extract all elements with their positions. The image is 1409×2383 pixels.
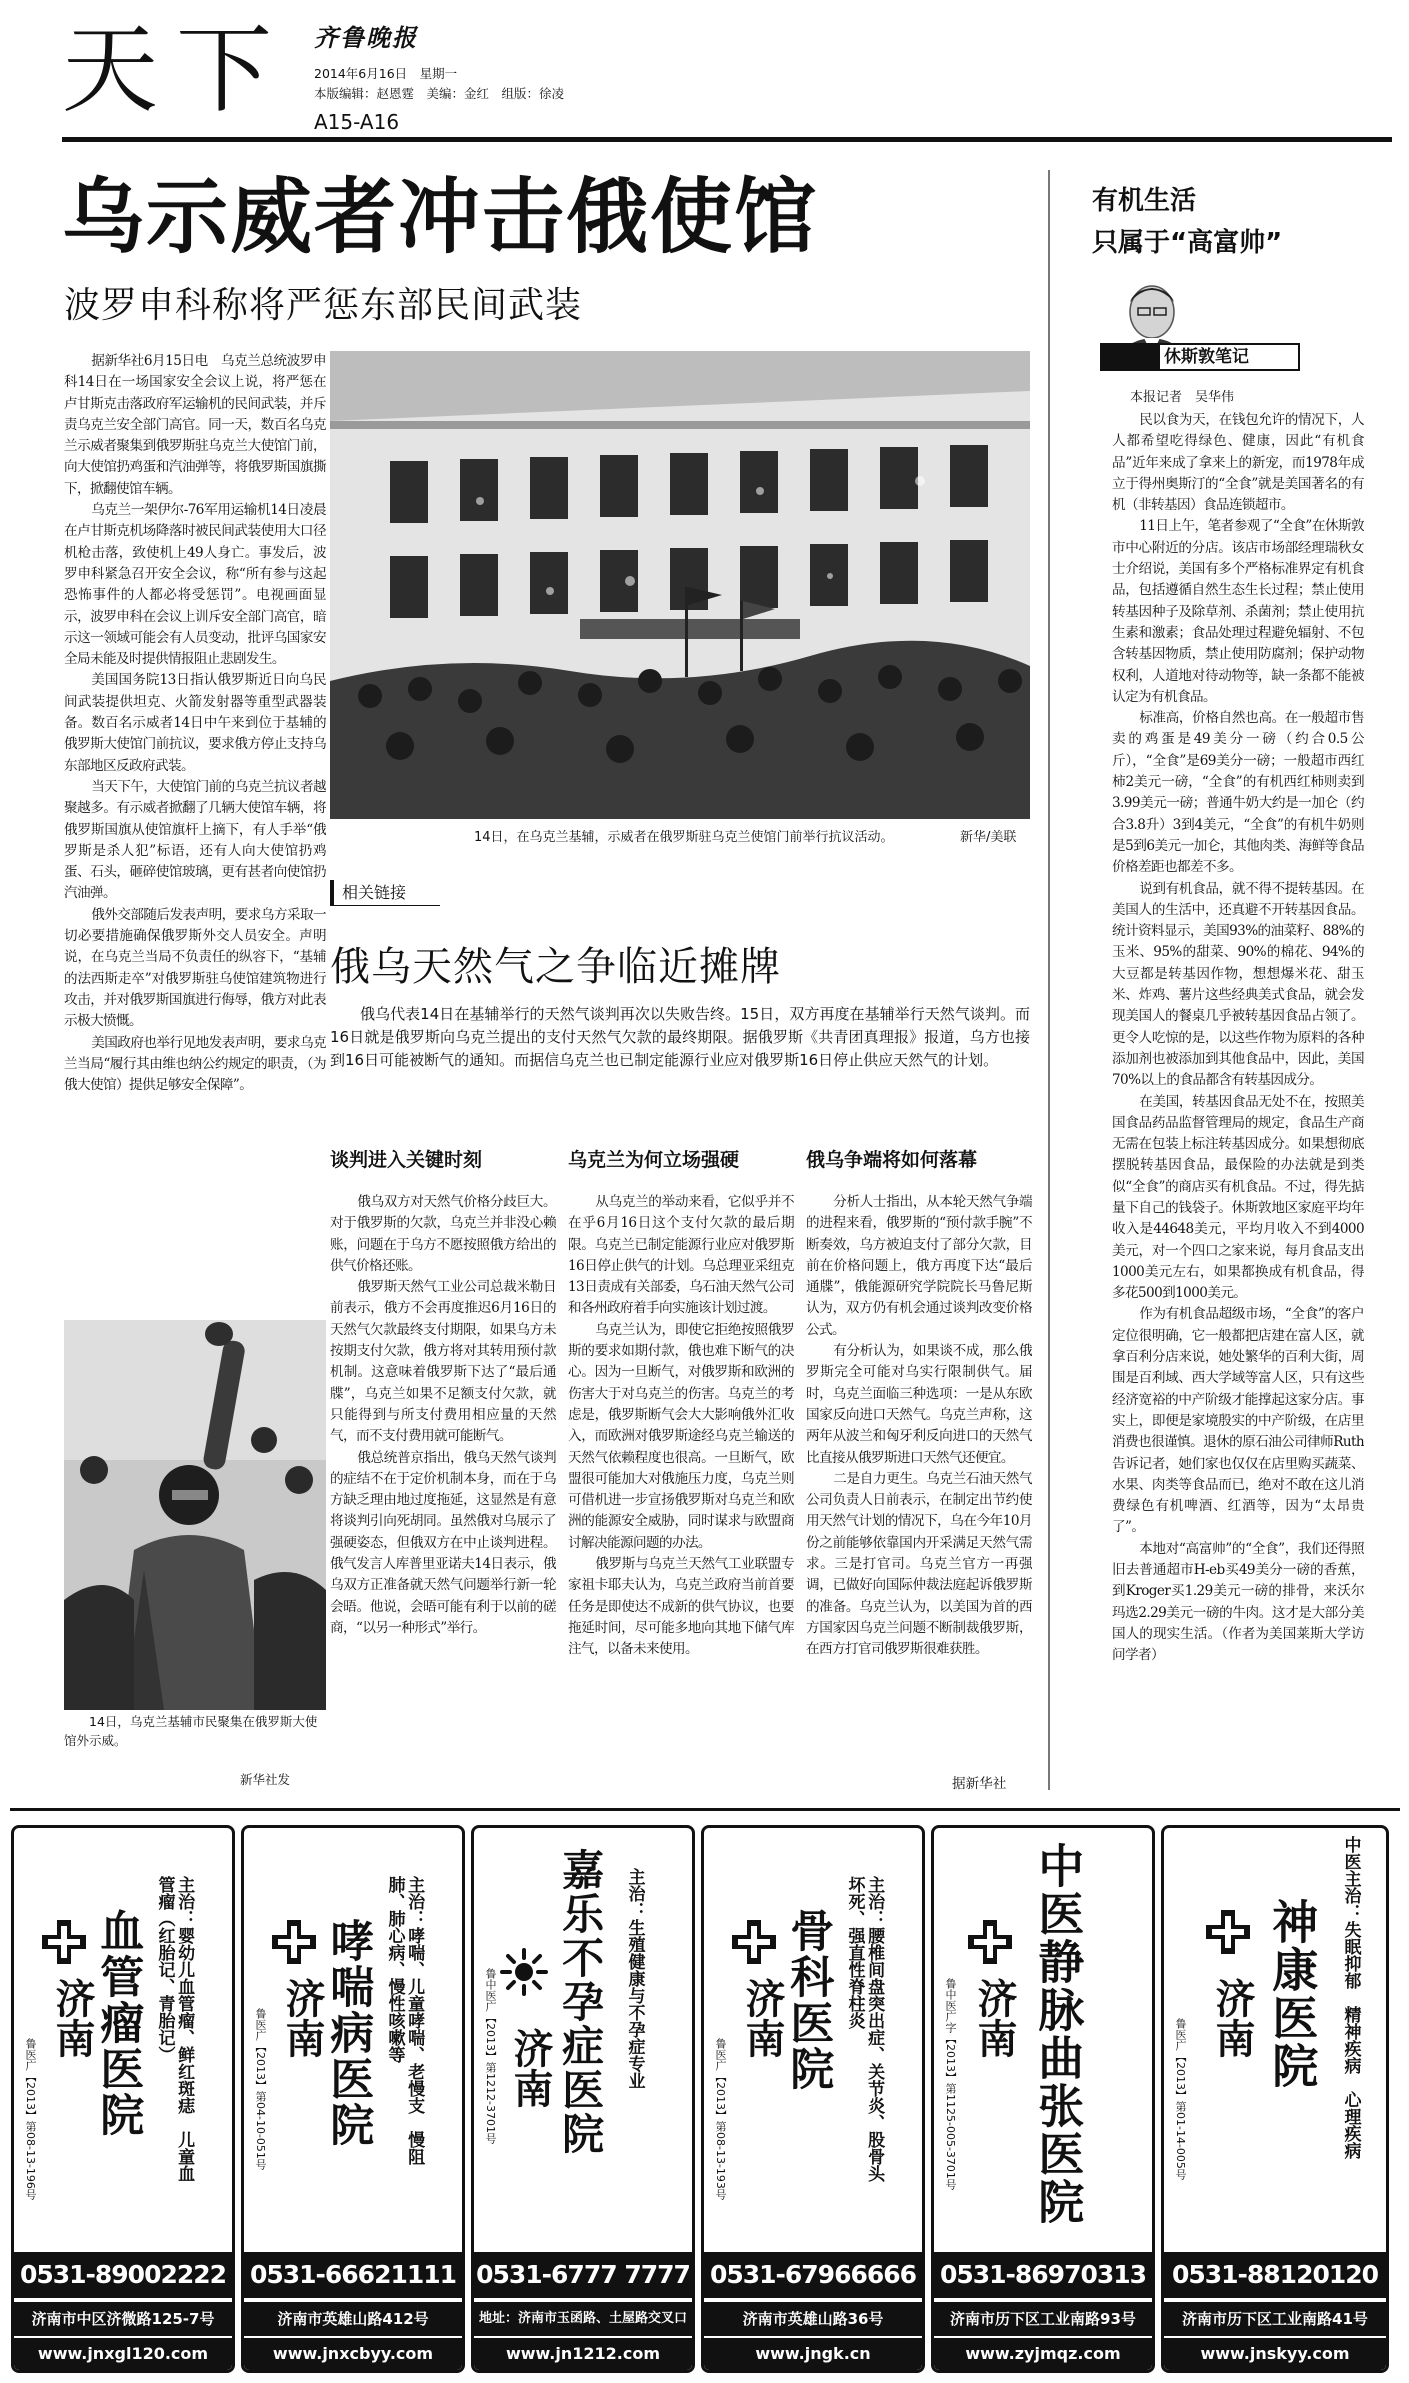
ad-phone[interactable]: 0531-6777 7777 bbox=[474, 2252, 692, 2298]
ad-name: 中医静脉曲张医院 bbox=[1031, 1842, 1086, 2226]
column-badge bbox=[1100, 343, 1300, 371]
hospital-cross-icon bbox=[1204, 1908, 1252, 1956]
ad-guke[interactable] bbox=[701, 1825, 925, 2373]
related-col3 bbox=[806, 1192, 1032, 1770]
page-numbers: A15-A16 bbox=[314, 110, 400, 134]
ad-shenkang[interactable] bbox=[1161, 1825, 1389, 2373]
protester-illustration bbox=[64, 1320, 326, 1710]
protester-photo-credit: 新华社发 bbox=[240, 1772, 291, 1787]
ad-url[interactable]: www.jnxgl120.com bbox=[14, 2338, 232, 2370]
ad-footer bbox=[704, 2252, 922, 2370]
ad-city: 济南 bbox=[1209, 1978, 1255, 2058]
ad-url[interactable]: www.jnxcbyy.com bbox=[244, 2338, 462, 2370]
paper-logo: 齐鲁晚报 bbox=[314, 23, 418, 52]
col3-para: 有分析认为，如果谈不成，那么俄罗斯完全可能对乌实行限制供气。届时，乌克兰面临三种选项：一是从东欧国家反向进口天然气。乌克兰声称，这两年从波兰和匈牙利反向进口的天然气比直接从俄罗斯进口天然气还便宜。 bbox=[806, 1343, 1032, 1466]
ad-url[interactable]: www.zyjmqz.com bbox=[934, 2338, 1152, 2370]
headline: 乌示威者冲击俄使馆 bbox=[62, 170, 819, 265]
related-col3-heading: 俄乌争端将如何落幕 bbox=[806, 1149, 978, 1171]
ad-city: 济南 bbox=[279, 1978, 325, 2058]
ad-specialty: 主治：生殖健康与不孕症专业 bbox=[624, 1868, 645, 2089]
column-byline: 本报记者 吴华伟 bbox=[1130, 390, 1235, 405]
ad-xiaochuan[interactable] bbox=[241, 1825, 465, 2373]
column-para: 说到有机食品，就不得不提转基因。在美国人的生活中，还真避不开转基因食品。统计资料显示，美国93%的油菜籽、88%的玉米、95%的甜菜、90%的棉花、94%的大豆都是转基因作物，想想爆米花、甜玉米、炸鸡、薯片这些经典美式食品，就会发现美国人的餐桌几乎被转基因食品占领了。更令人吃惊的是，以这些作物为原料的各种添加剂也被添加到其他食品中，因此，美国70%以上的食品都含有转基因成分。 bbox=[1112, 880, 1364, 1089]
ad-name: 血管瘤医院 bbox=[92, 1908, 144, 2138]
ad-url[interactable]: www.jn1212.com bbox=[474, 2338, 692, 2370]
related-col1-heading: 谈判进入关键时刻 bbox=[330, 1149, 483, 1171]
related-col2-heading: 乌克兰为何立场强硬 bbox=[568, 1149, 740, 1171]
hospital-cross-icon bbox=[966, 1918, 1014, 1966]
ad-address: 济南市英雄山路412号 bbox=[244, 2302, 462, 2336]
ad-specialty: 主治：婴幼儿血管瘤、鲜红斑痣 儿童血管瘤（红胎记、青胎记） bbox=[154, 1876, 195, 2182]
col1-para: 俄罗斯天然气工业公司总裁米勒日前表示，俄方不会再度推迟6月16日的天然气欠款最终支付期限，如果乌方未按期支付欠款，俄方将对其转用预付款机制。这意味着俄罗斯下达了“最后通牒”，乌克兰如果不足额支付欠款，就只能得到与所支付费用相应量的天然气，而不支付费用就可能断气。 bbox=[330, 1279, 556, 1445]
main-article bbox=[64, 351, 326, 1296]
ad-license: 鲁医广【2013】第08-13-193号 bbox=[714, 2038, 727, 2200]
related-title: 俄乌天然气之争临近摊牌 bbox=[330, 944, 781, 990]
ad-address: 济南市英雄山路36号 bbox=[704, 2302, 922, 2336]
section-title: 天下 bbox=[62, 14, 290, 126]
ad-footer bbox=[244, 2252, 462, 2370]
ad-name: 神康医院 bbox=[1265, 1898, 1320, 2090]
col1-para: 俄总统普京指出，俄乌天然气谈判的症结不在于定价机制本身，而在于乌方缺乏理由地过度拖延，这显然是有意将谈判引向死胡同。虽然俄对乌展示了强硬姿态，但俄双方在中止谈判进程。俄气发言人库普里亚诺夫14日表示，俄乌双方正准备就天然气问题举行新一轮会晤。他说，会晤可能有利于以前的磋商，“以另一种形式”举行。 bbox=[330, 1449, 556, 1636]
col3-para: 分析人士指出，从本轮天然气争端的进程来看，俄罗斯的“预付款手腕”不断奏效，乌方被迫支付了部分欠款，目前在价格问题上，俄方再度下达“最后通牒”，俄能源研究学院院长马鲁尼斯认为，双方仍有机会通过谈判改变价格公式。 bbox=[806, 1194, 1032, 1338]
ad-address: 济南市中区济微路125-7号 bbox=[14, 2302, 232, 2336]
ad-name: 哮喘病医院 bbox=[322, 1918, 374, 2148]
main-para: 美国国务院13日指认俄罗斯近日向乌民间武装提供坦克、火箭发射器等重型武器装备。数百名示威者14日中午来到位于基辅的俄罗斯大使馆门前抗议，要求俄方停止支持乌东部地区反政府武装。 bbox=[64, 672, 326, 774]
subheadline: 波罗申科称将严惩东部民间武装 bbox=[64, 285, 583, 326]
ad-license: 鲁中医广字【2013】第1125-005-3701号 bbox=[944, 1978, 957, 2190]
ad-city: 济南 bbox=[507, 2028, 553, 2108]
ad-license: 鲁医广【2013】第08-13-196号 bbox=[24, 2038, 37, 2200]
embassy-building-illustration bbox=[330, 351, 1030, 819]
ad-address: 济南市历下区工业南路93号 bbox=[934, 2302, 1152, 2336]
col2-para: 俄罗斯与乌克兰天然气工业联盟专家祖卡耶夫认为，乌克兰政府当前首要任务是即使达不成新的供气协议，也要拖延时间，尽可能多地向其地下储气库注气，以备未来使用。 bbox=[568, 1556, 794, 1658]
header-rule bbox=[62, 137, 1392, 142]
ad-url[interactable]: www.jnskyy.com bbox=[1164, 2338, 1386, 2370]
column-para: 标准高，价格自然也高。在一般超市售卖的鸡蛋是49美分一磅（约合0.5公斤），“全食”是69美分一磅；一般超市西红柿2美元一磅，“全食”的有机西红柿则卖到3.99美元一磅；普通牛奶大约是一加仑（约合3.8升）3到4美元，“全食”的有机牛奶则是5到6美元一加仑，其他肉类、海鲜等食品价格差距也都差不多。 bbox=[1112, 710, 1364, 876]
embassy-photo bbox=[330, 351, 1030, 819]
embassy-photo-credit: 新华/美联 bbox=[960, 830, 1017, 845]
ad-phone[interactable]: 0531-86970313 bbox=[934, 2252, 1152, 2298]
ad-license: 鲁医广【2013】第04-10-051号 bbox=[254, 2008, 267, 2170]
protester-photo bbox=[64, 1320, 326, 1710]
editor-credits: 本版编辑：赵恩霆 美编：金红 组版：徐凌 bbox=[314, 86, 565, 101]
main-para: 美国政府也举行见地发表声明，要求乌克兰当局“履行其由维也纳公约规定的职责，（为俄大使馆）提供足够安全保障”。 bbox=[64, 1034, 326, 1094]
related-col1 bbox=[330, 1192, 556, 1790]
col2-para: 乌克兰认为，即使它拒绝按照俄罗斯的要求如期付款，俄也难下断气的决心。因为一旦断气，对俄罗斯和欧洲的伤害大于对乌克兰的伤害。乌克兰的考虑是，俄罗斯断气会大大影响俄外汇收入，而欧洲对俄罗斯途经乌克兰输送的天然气依赖程度也很高。一旦断气，欧盟很可能加大对俄施压力度，乌克兰则可借机进一步宣扬俄罗斯对乌克兰和欧洲的能源安全威胁，同时谋求与欧盟商讨解决能源问题的办法。 bbox=[568, 1321, 794, 1551]
ad-name: 嘉乐不孕症医院 bbox=[556, 1848, 606, 2156]
ad-footer bbox=[1164, 2252, 1386, 2370]
hospital-cross-icon bbox=[40, 1918, 88, 1966]
related-col2 bbox=[568, 1192, 794, 1790]
hospital-cross-icon bbox=[270, 1918, 318, 1966]
jiale-sun-logo-icon bbox=[500, 1948, 548, 1996]
column-para: 本地对“高富帅”的“全食”，我们还得照旧去普通超市H-eb买49美分一磅的香蕉，到Kroger买1.29美元一磅的排骨，来沃尔玛选2.29美元一磅的牛肉。这才是大部分美国人的现实生活。（作者为美国莱斯大学访问学者） bbox=[1112, 1540, 1364, 1664]
date-line: 2014年6月16日 星期一 bbox=[314, 66, 458, 81]
ad-city: 济南 bbox=[739, 1978, 785, 2058]
ad-footer bbox=[474, 2252, 692, 2370]
ad-phone[interactable]: 0531-66621111 bbox=[244, 2252, 462, 2298]
related-label-text: 相关链接 bbox=[342, 883, 407, 902]
column-para: 民以食为天，在钱包允许的情况下，人人都希望吃得绿色、健康，因此“有机食品”近年来成了拿来上的新宠，而1978年成立于得州奥斯汀的“全食”就是美国著名的有机（非转基因）食品连锁超市。 bbox=[1112, 412, 1364, 514]
badge-text: 休斯敦笔记 bbox=[1164, 347, 1249, 367]
protester-caption-text: 14日，乌克兰基辅市民聚集在俄罗斯大使馆外示威。 bbox=[64, 1714, 318, 1748]
masthead bbox=[62, 14, 1392, 138]
badge-accent bbox=[1102, 345, 1160, 369]
column-title-2: 只属于“高富帅” bbox=[1092, 228, 1283, 258]
ad-license: 鲁中医广【2013】第1212-3701号 bbox=[484, 1968, 497, 2144]
col1-para: 俄乌双方对天然气价格分歧巨大。对于俄罗斯的欠款，乌克兰并非没心赖账，问题在于乌方不愿按照俄方给出的供气价格还账。 bbox=[330, 1194, 556, 1274]
ads-rule bbox=[10, 1808, 1400, 1811]
ad-address: 济南市历下区工业南路41号 bbox=[1164, 2302, 1386, 2336]
col3-para: 二是自力更生。乌克兰石油天然气公司负责人日前表示，在制定出节约使用天然气计划的情况下，乌在今年10月份之前能够依靠国内开采满足天然气需求。三是打官司。乌克兰官方一再强调，已做好向国际仲裁法庭起诉俄罗斯的准备。乌克兰认为，以美国为首的西方国家因乌克兰问题不断制裁俄罗斯，在西方打官司俄罗斯很难获胜。 bbox=[806, 1470, 1032, 1658]
column-para: 11日上午，笔者参观了“全食”在休斯敦市中心附近的分店。该店市场部经理瑞秋女士介绍说，美国有多个严格标准界定有机食品，包括遵循自然生态生长过程；禁止使用转基因种子及除草剂、杀菌剂；禁止使用抗生素和激素；食品处理过程避免辐射、不包含转基因物质，禁止使用防腐剂；保护动物权利，人道地对待动物等，缺一条都不能被认定为有机食品。 bbox=[1112, 518, 1364, 705]
ad-url[interactable]: www.jngk.cn bbox=[704, 2338, 922, 2370]
related-lead bbox=[330, 1003, 1030, 1072]
ad-specialty: 主治：腰椎间盘突出症、关节炎、股骨头坏死、强直性脊柱炎 bbox=[844, 1876, 885, 2182]
main-para: 据新华社6月15日电 乌克兰总统波罗申科14日在一场国家安全会议上说，将严惩在卢甘斯克击落政府军运输机的民间武装，并斥责乌克兰安全部门高官。同一天，数百名乌克兰示威者聚集到俄罗斯驻乌克兰大使馆门前，向大使馆扔鸡蛋和汽油弹等，将俄罗斯国旗撕下，掀翻使馆车辆。 bbox=[64, 353, 326, 497]
embassy-photo-caption: 14日，在乌克兰基辅，示威者在俄罗斯驻乌克兰使馆门前举行抗议活动。 bbox=[474, 830, 894, 845]
ad-footer bbox=[934, 2252, 1152, 2370]
hospital-cross-icon bbox=[730, 1918, 778, 1966]
column-para: 作为有机食品超级市场，“全食”的客户定位很明确，它一般都把店建在富人区，就拿百利分店来说，她处繁华的百利大街，周围是百利域、西大学域等富人区，只有这些经济宽裕的中产阶级才能撑起这家分店。事实上，即便是家境殷实的中产阶级，在店里消费也很谨慎。退休的原石油公司律师Ruth告诉记者，她们家也仅仅在店里购买蔬菜、水果、肉类等食品而已，绝对不敢在这儿消费绿色有机啤酒、红酒等，因为“太昂贵了”。 bbox=[1112, 1306, 1364, 1536]
ad-phone[interactable]: 0531-67966666 bbox=[704, 2252, 922, 2298]
related-lead-text: 俄乌代表14日在基辅举行的天然气谈判再次以失败告终。15日，双方再度在基辅举行天然气谈判。而16日就是俄罗斯向乌克兰提出的支付天然气欠款的最终期限。据俄罗斯《共青团真理报》报道，乌方也接到16日可能被断气的通知。而据信乌克兰也已制定能源行业应对俄罗斯16日停止供应天然气的计划。 bbox=[330, 1005, 1030, 1069]
ad-jiale[interactable] bbox=[471, 1825, 695, 2373]
related-label bbox=[330, 880, 440, 906]
ad-jingmai[interactable] bbox=[931, 1825, 1155, 2373]
main-para: 乌克兰一架伊尔-76军用运输机14日凌晨在卢甘斯克机场降落时被民间武装使用大口径机枪击落，致使机上49人身亡。事发后，波罗申科紧急召开安全会议，称“所有参与这起恐怖事件的人都必将受惩罚”。电视画面显示，波罗申科在会议上训斥安全部门高官，暗示这一领域可能会有人员变动，批评乌国家安全局未能及时提供情报阻止悲剧发生。 bbox=[64, 502, 326, 668]
ad-xueguanliu[interactable] bbox=[11, 1825, 235, 2373]
ad-name: 骨科医院 bbox=[782, 1908, 834, 2092]
column-body bbox=[1112, 410, 1364, 1795]
column-divider bbox=[1048, 170, 1050, 1790]
main-para: 俄外交部随后发表声明，要求乌方采取一切必要措施确保俄罗斯外交人员安全。声明说，在乌克兰当局不负责任的纵容下，“基辅的法西斯走卒”对俄罗斯驻乌使馆建筑物进行攻击，并对俄罗斯国旗进行侮辱，俄方对此表示极大愤慨。 bbox=[64, 906, 326, 1030]
col2-para: 从乌克兰的举动来看，它似乎并不在乎6月16日这个支付欠款的最后期限。乌克兰已制定能源行业应对俄罗斯16日停止供气的计划。乌总理亚采纽克13日责成有关部委，乌石油天然气公司和各州政府着手向实施该计划过渡。 bbox=[568, 1194, 794, 1317]
ad-address: 地址：济南市玉函路、土屋路交叉口 bbox=[474, 2302, 692, 2336]
ad-specialty: 中医主治：失眠抑郁 精神疾病 心理疾病 bbox=[1340, 1836, 1361, 2159]
main-para: 当天下午，大使馆门前的乌克兰抗议者越聚越多。有示威者掀翻了几辆大使馆车辆，将俄罗斯国旗从使馆旗杆上摘下，有人手举“俄罗斯是杀人犯”标语，还有人向大使馆扔鸡蛋、石头，砸碎使馆玻璃，更有甚者向使馆扔汽油弹。 bbox=[64, 778, 326, 902]
ad-phone[interactable]: 0531-88120120 bbox=[1164, 2252, 1386, 2298]
ad-license: 鲁医广【2013】第01-14-005号 bbox=[1174, 2018, 1187, 2180]
protester-photo-caption bbox=[64, 1712, 326, 1750]
column-para: 在美国，转基因食品无处不在，按照美国食品药品监督管理局的规定，食品生产商无需在包装上标注转基因成分。如果想彻底摆脱转基因食品，最保险的办法就是到类似“全食”的商店买有机食品。不过，得先掂量下自己的钱袋子。休斯敦地区家庭平均年收入是44648美元，平均月收入不到4000美元，对一个四口之家来说，每月食品支出1000美元左右，如果都换成有机食品，得多花500到1000美元。 bbox=[1112, 1093, 1364, 1302]
ad-city: 济南 bbox=[971, 1978, 1017, 2058]
ad-phone[interactable]: 0531-89002222 bbox=[14, 2252, 232, 2298]
ad-city: 济南 bbox=[49, 1978, 95, 2058]
related-credit: 据新华社 bbox=[952, 1776, 1007, 1792]
ad-footer bbox=[14, 2252, 232, 2370]
column-title-1: 有机生活 bbox=[1092, 186, 1197, 216]
ad-specialty: 主治：哮喘、儿童哮喘、老慢支 慢阻肺、肺心病、慢性咳嗽等 bbox=[384, 1876, 425, 2165]
